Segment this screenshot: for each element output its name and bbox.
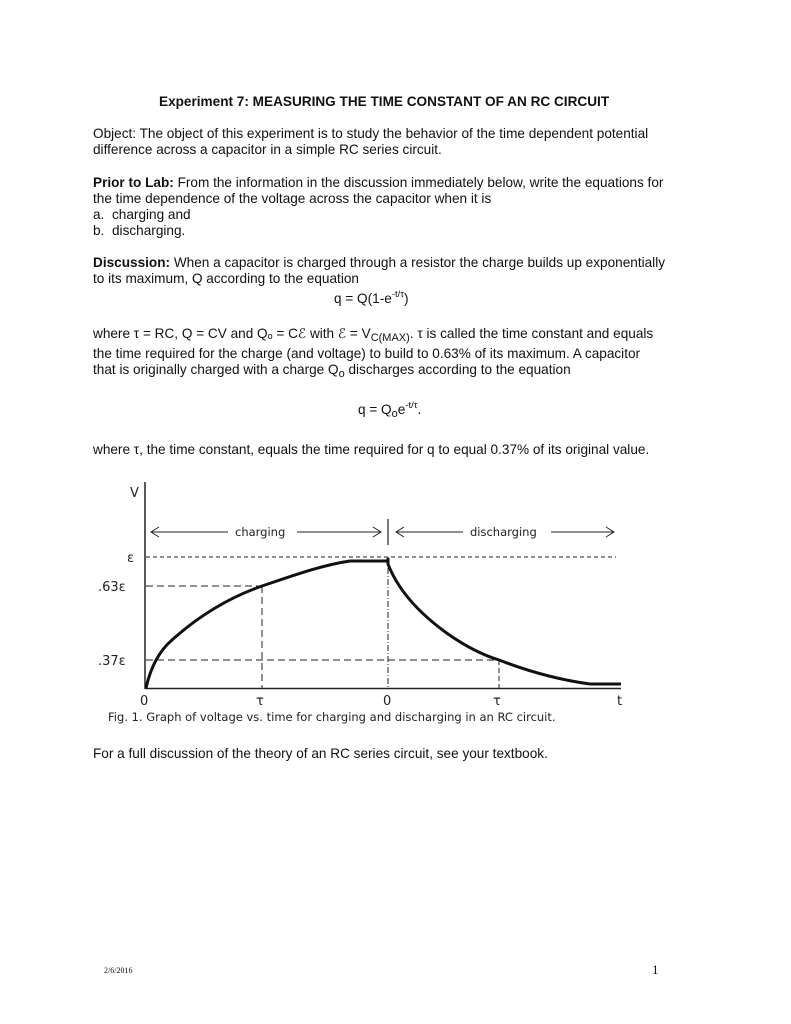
discharging-curve	[388, 558, 621, 684]
prior-to-lab-line-2: the time dependence of the voltage across the capacitor when it is	[93, 191, 492, 206]
prior-to-lab-line-1: Prior to Lab: From the information in the discussion immediately below, write the equations for	[93, 175, 664, 190]
x-tick-0-charge: 0	[140, 694, 149, 709]
x-tick-tau-charge: τ	[256, 694, 264, 709]
document-title: Experiment 7: MEASURING THE TIME CONSTANT OF AN RC CIRCUIT	[159, 94, 610, 109]
page-number: 1	[652, 962, 659, 977]
where-line-3: that is originally charged with a charge $Q_o$ discharges according to the equation	[93, 362, 571, 380]
footer-date: 2/6/2016	[104, 966, 133, 975]
charging-label: charging	[235, 525, 286, 539]
discussion-line-2: to its maximum, Q according to the equation	[93, 271, 359, 286]
x-tick-0-discharge: 0	[383, 694, 392, 709]
where-line-2: the time required for the charge (and voltage) to build to 0.63% of its maximum. A capacitor	[93, 346, 641, 361]
x-tick-tau-discharge: τ	[493, 694, 501, 709]
object-line-2: difference across a capacitor in a simple RC series circuit.	[93, 142, 442, 157]
x-axis-label: t	[617, 694, 623, 709]
discussion-label: Discussion:	[93, 255, 171, 270]
discussion-line-1: Discussion: When a capacitor is charged through a resistor the charge builds up exponentially	[93, 255, 666, 270]
charging-equation: $q = Q(1-e^{-t/\tau})$	[334, 289, 409, 306]
prior-to-lab-label: Prior to Lab:	[93, 175, 174, 190]
figure-caption: Fig. 1. Graph of voltage vs. time for charging and discharging in an RC circuit.	[108, 710, 556, 724]
object-line-1: Object: The object of this experiment is to study the behavior of the time dependent potential	[93, 126, 649, 141]
closing-text: For a full discussion of the theory of an RC series circuit, see your textbook.	[93, 746, 548, 761]
y-tick-037: .37ε	[98, 654, 126, 669]
list-item-b: b. discharging.	[93, 223, 186, 238]
y-tick-epsilon: ε	[127, 551, 135, 566]
discharging-label: discharging	[470, 525, 537, 539]
y-tick-063: .63ε	[98, 580, 126, 595]
discharging-equation: $q = Q_oe^{-t/\tau}$.	[358, 400, 422, 420]
where-line-4: where τ, the time constant, equals the time required for q to equal 0.37% of its original value.	[93, 442, 650, 457]
y-axis-label: V	[130, 486, 139, 501]
list-item-a: a. charging and	[93, 207, 191, 222]
charging-curve	[146, 561, 388, 688]
where-line-1: where τ = RC, Q = CV and $Q_o$ = Cℰ with ℰ = $V_{C(MAX)}$. τ is called the time constant and equals	[93, 326, 654, 344]
